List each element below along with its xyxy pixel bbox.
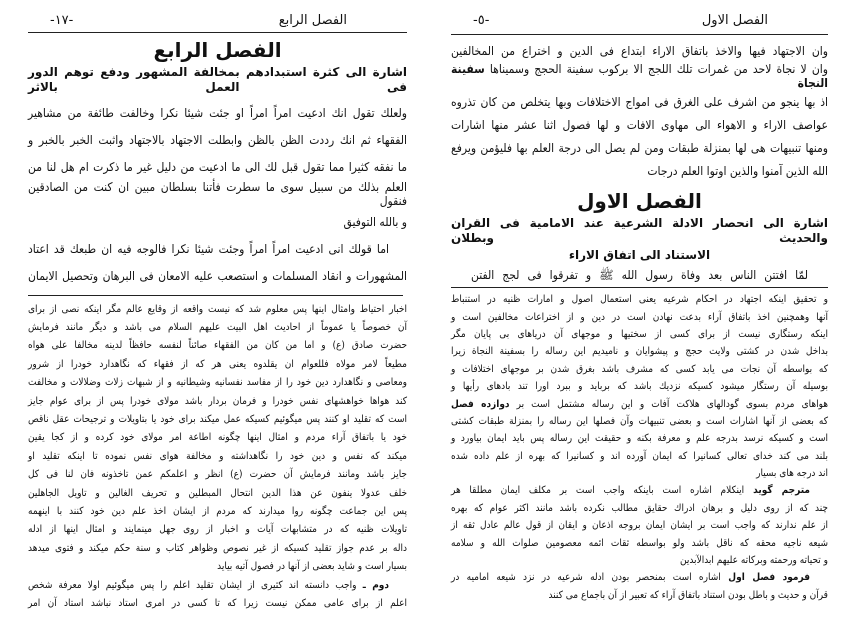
line-text: كند هواها خواهشهاى نفس خودرا و فرمان بردار باشد مولاى خودرا پس از براى عوام جايز	[28, 395, 407, 407]
line-text: بلند مى كند خداى تعالى كسانيرا كه ايمان آورده اند و كسانيرا كه بهره از علم داده شده	[451, 450, 828, 462]
line-content	[451, 44, 828, 58]
text-line	[451, 552, 828, 569]
line-content	[451, 590, 828, 601]
line-content	[28, 580, 389, 591]
line-content	[28, 322, 407, 333]
text-line	[28, 208, 407, 235]
text-line	[28, 99, 407, 126]
line-content	[28, 269, 407, 283]
header-rule	[28, 32, 407, 33]
line-text: آن خصوصاً يا عموماً از احاديث اهل البيت عليهم السلام مى باشد و ديگر مانند فرمايش	[28, 322, 407, 334]
text-line	[451, 308, 828, 325]
line-text: ولعلك تقول انك ادعيت امراً امراً او جئت شيئا نكرا وخالفت طائفة من مشاهير	[28, 105, 407, 120]
line-text: اينكلام اشاره است باينكه واجب است بر مكلف ايمان مطلقا هر	[451, 485, 745, 497]
line-content	[28, 242, 389, 256]
line-content	[451, 399, 828, 410]
text-line	[28, 447, 407, 465]
running-title: الفصل الرابع	[278, 13, 347, 28]
line-content	[451, 433, 828, 444]
text-line	[451, 136, 828, 159]
line-text: و تحياته ورحمته وبركاته عليهم ابدالآبدين	[679, 555, 828, 567]
line-text: مطيعاً لامر مولاه فللعوام ان يقلدوه يعنى هر كه از فقهاء كه نگاهدارد خودرا از شرور	[28, 358, 407, 370]
line-content	[28, 414, 407, 425]
line-text: اعلم از براى عامى ممكن نيست زيرا كه تا كسى در امرى استاد نباشد استاد آن امر	[28, 597, 407, 609]
line-content	[451, 346, 828, 357]
text-line	[451, 343, 828, 360]
line-content	[451, 364, 828, 375]
line-content	[451, 485, 810, 496]
text-line	[451, 159, 828, 182]
line-text: چند كه از روى دليل و برهان ادراك حقايق مطالب نكرده باشد مانند اكثر عوام كه بهره	[451, 502, 828, 514]
line-text: شيعه ناجيه محقه كه ناقل باشد ولو بواسطه ثقات ائمه معصومين صلوات الله و سلامه	[451, 537, 828, 549]
text-line	[28, 429, 407, 447]
arabic-text-block	[28, 99, 407, 289]
line-content	[28, 598, 407, 609]
line-text: اينكه رستگارى نيست از براى كسى از سختيها و موجهاى آن درياهاى بى پايان مگر	[451, 328, 828, 340]
line-text: المشهورات و انقاد المسلمات و استصعب عليه الامعان فى البرهان وتحصيل الايمان	[28, 268, 407, 283]
chapter-subtitle-line: اشارة الى انحصار الادلة الشرعية عند الامامية فى القران والحديث وبطلان	[451, 216, 828, 245]
text-line	[451, 500, 828, 517]
line-text: داله بر عدم جواز تقليد كسيكه از غير نصوص وظواهر كتاب و سنة حكم ميكند و فتوى ميدهد	[28, 542, 407, 554]
text-line	[28, 557, 407, 575]
left-page	[0, 0, 427, 613]
chapter-subtitle-line: الاستناد الى اتفاق الاراء	[568, 248, 711, 262]
line-text: آنها وهمچنين اخذ باتفاق آراء بدعت نهادن است در دين و از اختراعات مخالفين است و	[451, 311, 828, 323]
line-content	[28, 524, 407, 535]
line-text: كه بواسطه آن نجات مى يابد كسى كه مشرف باشد بغرق شدن بر موجهاى اختلافات و	[451, 363, 828, 375]
text-line	[451, 534, 828, 551]
text-line	[451, 90, 828, 113]
line-text: اند درجه هاى بسيار	[756, 468, 828, 480]
line-text: كه بعضى از آنها اشارات است و بعضى تنبيهات وآن فصلها اين رساله را بمنزلة طبقات كشتى	[451, 415, 828, 427]
bold-phrase: فرمود فصل اول	[720, 572, 810, 584]
line-text: الفقهاء ثم انك رددت الظن بالظن وابطلت الاجتهاد بالاجتهاد واثبت الخبر بالخبر و	[28, 132, 407, 147]
text-line	[28, 410, 407, 428]
line-text: واجب دانسته اند كثيرى از ايشان تقليد اعلم را پس ميگوئيم اولا معرفة شخص	[28, 579, 357, 591]
line-content	[28, 133, 407, 147]
text-line	[451, 413, 828, 430]
line-text: اشاره است بمنحصر بودن ادله شرعيه در نزد شيعه اماميه در	[451, 572, 721, 584]
line-text: بسيار است و شايد بعضى از آنها در فصول آتيه بيايد	[217, 561, 407, 573]
page-header	[28, 0, 407, 28]
text-line	[28, 126, 407, 153]
line-content	[451, 538, 828, 549]
line-text: است كه تقليد او كنند پس ميگوئيم كسيكه عمل ميكند براى خود يا بتاويلات و ترجيحات عقل ناقص	[28, 414, 407, 426]
text-line	[451, 465, 828, 482]
text-line	[451, 517, 828, 534]
chapter-subtitle: اشارة الى كثرة استبدادهم بمخالفة المشهور ودفع توهم الدور فى العمل بالاثر	[28, 65, 407, 94]
line-text: خلف عدولا ينفون عن هذا الدين انتحال المبطلين و تحريف الغالين و تاويل الجاهلين	[28, 487, 407, 499]
line-content	[451, 294, 828, 305]
line-text: العلم بذلك من سبيل سوى ما سطرت فأتنا بسلطان مبين ان كنت من الصادقين فنقول	[28, 180, 407, 208]
line-content	[28, 340, 407, 351]
line-text: خود يا باتفاق آراء مردم و امثال اينها چگونه اطاعة امر مولاى خود كرده و از كجا يقين	[28, 432, 407, 444]
text-line	[28, 594, 407, 612]
line-content	[28, 543, 407, 554]
text-line	[28, 374, 407, 392]
text-line	[28, 392, 407, 410]
text-line	[451, 430, 828, 447]
bold-phrase: مترجم گويد	[744, 485, 810, 497]
page-number: -٥-	[473, 13, 490, 28]
line-text: ومعاصى و نگاهدارد دين خود را از مفاسد نفسانيه وشيطانيه و از شبهات زلات وضلالات و مخالفت	[28, 377, 407, 389]
line-text: پس اين جماعت چگونه روا ميدارند كه مردم از ايشان اخذ علم دين خود كنند با اينهمه	[28, 505, 407, 517]
text-line	[28, 337, 407, 355]
line-content	[451, 329, 828, 340]
text-line	[28, 153, 407, 180]
line-text: است و كسيكه نرسد بدرجه علم و معرفة بكنه و حقيقت اين رساله پس بايد ايمان بياورد و	[451, 433, 828, 445]
text-line	[28, 235, 407, 262]
line-content	[451, 572, 810, 583]
line-text: از علم ندارند كه واجب است بر ايشان ايمان بروجه اذعان و ايقان از قول عالم عادل ثقه از	[451, 520, 828, 532]
line-content	[28, 561, 407, 572]
text-line	[28, 466, 407, 484]
line-content	[451, 555, 828, 566]
page-number: -١٧-	[50, 13, 74, 28]
line-text: ما نفقه كثيرا مما تقول قبل لك الى ما ادعيت من دليل غير ما ذكرت ام هل لنا من	[28, 159, 407, 174]
chapter-title: الفصل الاول	[577, 189, 702, 213]
line-text: جايز باشد ومانند فرمايش آن حضرت (ع) انظر و اعلمكم عمن تاخذونه فان لنا فى كل	[28, 469, 407, 481]
epigraph: لمّا افتتن الناس بعد وفاة رسول الله ﷺ و تفرقوا فى لجج الفتن	[471, 268, 808, 282]
line-content	[28, 469, 407, 480]
line-content	[451, 95, 828, 109]
line-text: بوسيله آن رستگار ميشود كسيكه نزديك باشد كه بربايد و ببرد اورا تند بادهاى رأيها و	[451, 381, 828, 393]
line-text: ميكند كه نفس و دين خود را نگاهداشته و مخالفة هواى نفس نموده تا اينكه تقليد او	[28, 450, 407, 462]
line-content	[451, 312, 828, 323]
text-line	[451, 113, 828, 136]
line-content	[451, 451, 828, 462]
line-text: بداخل شدن در كشتى ولايت حجج و پيشوايان و ناميديم اين رساله را بسفينة النجاة زيرا	[451, 346, 828, 358]
text-line	[451, 291, 828, 308]
persian-translation-block	[28, 300, 407, 613]
line-content	[28, 304, 407, 315]
line-text: تاويلات ظنيه كه در متشابهات آيات و اخبار از روى جهل مينمايند و امثال اينها از ادله	[28, 524, 407, 536]
line-content	[28, 215, 407, 229]
right-page	[427, 0, 854, 604]
line-content	[28, 106, 407, 120]
line-text: و بالله التوفيق	[343, 214, 407, 229]
text-line	[28, 576, 407, 594]
line-content	[28, 488, 407, 499]
line-text: وان لا نجاة لاحد من غمرات تلك اللجج الا بركوب سفينة الحجج وسميناها	[484, 62, 828, 76]
text-line	[451, 587, 828, 604]
persian-translation-block	[451, 291, 828, 604]
line-content	[451, 520, 828, 531]
page-header	[451, 0, 828, 28]
text-line	[451, 361, 828, 378]
line-text: هواهاى مردم بسوى گودالهاى هلاكت آفات و اين رساله مشتمل است بر	[509, 398, 828, 410]
text-line	[28, 180, 407, 208]
line-content	[28, 451, 407, 462]
text-line	[451, 39, 828, 62]
line-text: اخبار احتياط وامثال اينها پس معلوم شد كه نيست واقعه از وقايع عالم مگر اينكه نصى از براى	[28, 303, 407, 315]
line-content	[451, 503, 828, 514]
text-line	[451, 448, 828, 465]
text-line	[451, 482, 828, 499]
text-line	[28, 318, 407, 336]
line-content	[28, 432, 407, 443]
text-line	[451, 326, 828, 343]
text-line	[28, 539, 407, 557]
line-content	[451, 62, 828, 90]
text-line	[28, 502, 407, 520]
text-line	[451, 569, 828, 586]
line-text: وان الاجتهاد فيها والاخذ باتفاق الاراء ابتداع فى الدين و اختراع من المخالفين	[451, 43, 828, 58]
line-content	[28, 377, 407, 388]
bold-phrase: دوازده فصل	[451, 398, 510, 410]
bold-phrase: سفينة النجاة	[451, 62, 828, 90]
text-line	[28, 355, 407, 373]
line-text: عواصف الاراء و الاهواء الى مهاوى الافات و لها فصول اثنا عشر منها اشارات	[451, 117, 828, 132]
text-line	[28, 300, 407, 318]
line-text: اذ بها ينجو من اشرف على الغرق فى امواج الاختلافات وبها يتخلص من كان تذروه	[451, 94, 828, 109]
line-content	[28, 180, 407, 208]
line-content	[451, 141, 828, 155]
line-content	[28, 396, 407, 407]
line-content	[451, 468, 828, 479]
text-line	[28, 521, 407, 539]
line-content	[451, 416, 828, 427]
arabic-text-block	[451, 39, 828, 182]
text-line	[451, 395, 828, 412]
section-divider	[28, 295, 403, 296]
line-content	[451, 118, 828, 132]
bold-phrase: دوم ـ	[356, 579, 389, 591]
text-line	[28, 262, 407, 289]
text-line	[451, 62, 828, 90]
header-rule	[451, 34, 828, 35]
line-content	[28, 359, 407, 370]
running-title: الفصل الاول	[701, 13, 768, 28]
line-text: اما قولك انى ادعيت امراً امراً وجئت شيئا نكرا فالوجه فيه ان طبعك قد اعتاد	[28, 241, 389, 256]
line-text: و تحقيق اينكه اجتهاد در احكام شرعيه يعنى استعمال اصول و امارات ظنيه در استنباط	[451, 294, 828, 306]
chapter-title: الفصل الرابع	[153, 38, 282, 62]
section-divider	[451, 287, 828, 288]
text-line	[28, 484, 407, 502]
line-text: حضرت صادق (ع) و اما من كان من الفقهاء صائناً لنفسه حافظاً لدينه مخالفا على هواه	[28, 340, 407, 352]
line-text: الله الذين آمنوا والذين اوتوا العلم درجات	[647, 163, 828, 178]
line-content	[28, 506, 407, 517]
line-content	[451, 164, 828, 178]
text-line	[451, 378, 828, 395]
line-text: قرآن و حديث و باطل بودن استناد باتفاق آراء كه تعبير از آن باجماع مى كنند	[548, 589, 828, 601]
line-content	[28, 160, 407, 174]
line-content	[451, 381, 828, 392]
line-text: ومنها تنبيهات هى لها بمنزلة طبقات ومن لم يصل الى درجة العلم بها فليؤمن ويرفع	[451, 140, 828, 155]
